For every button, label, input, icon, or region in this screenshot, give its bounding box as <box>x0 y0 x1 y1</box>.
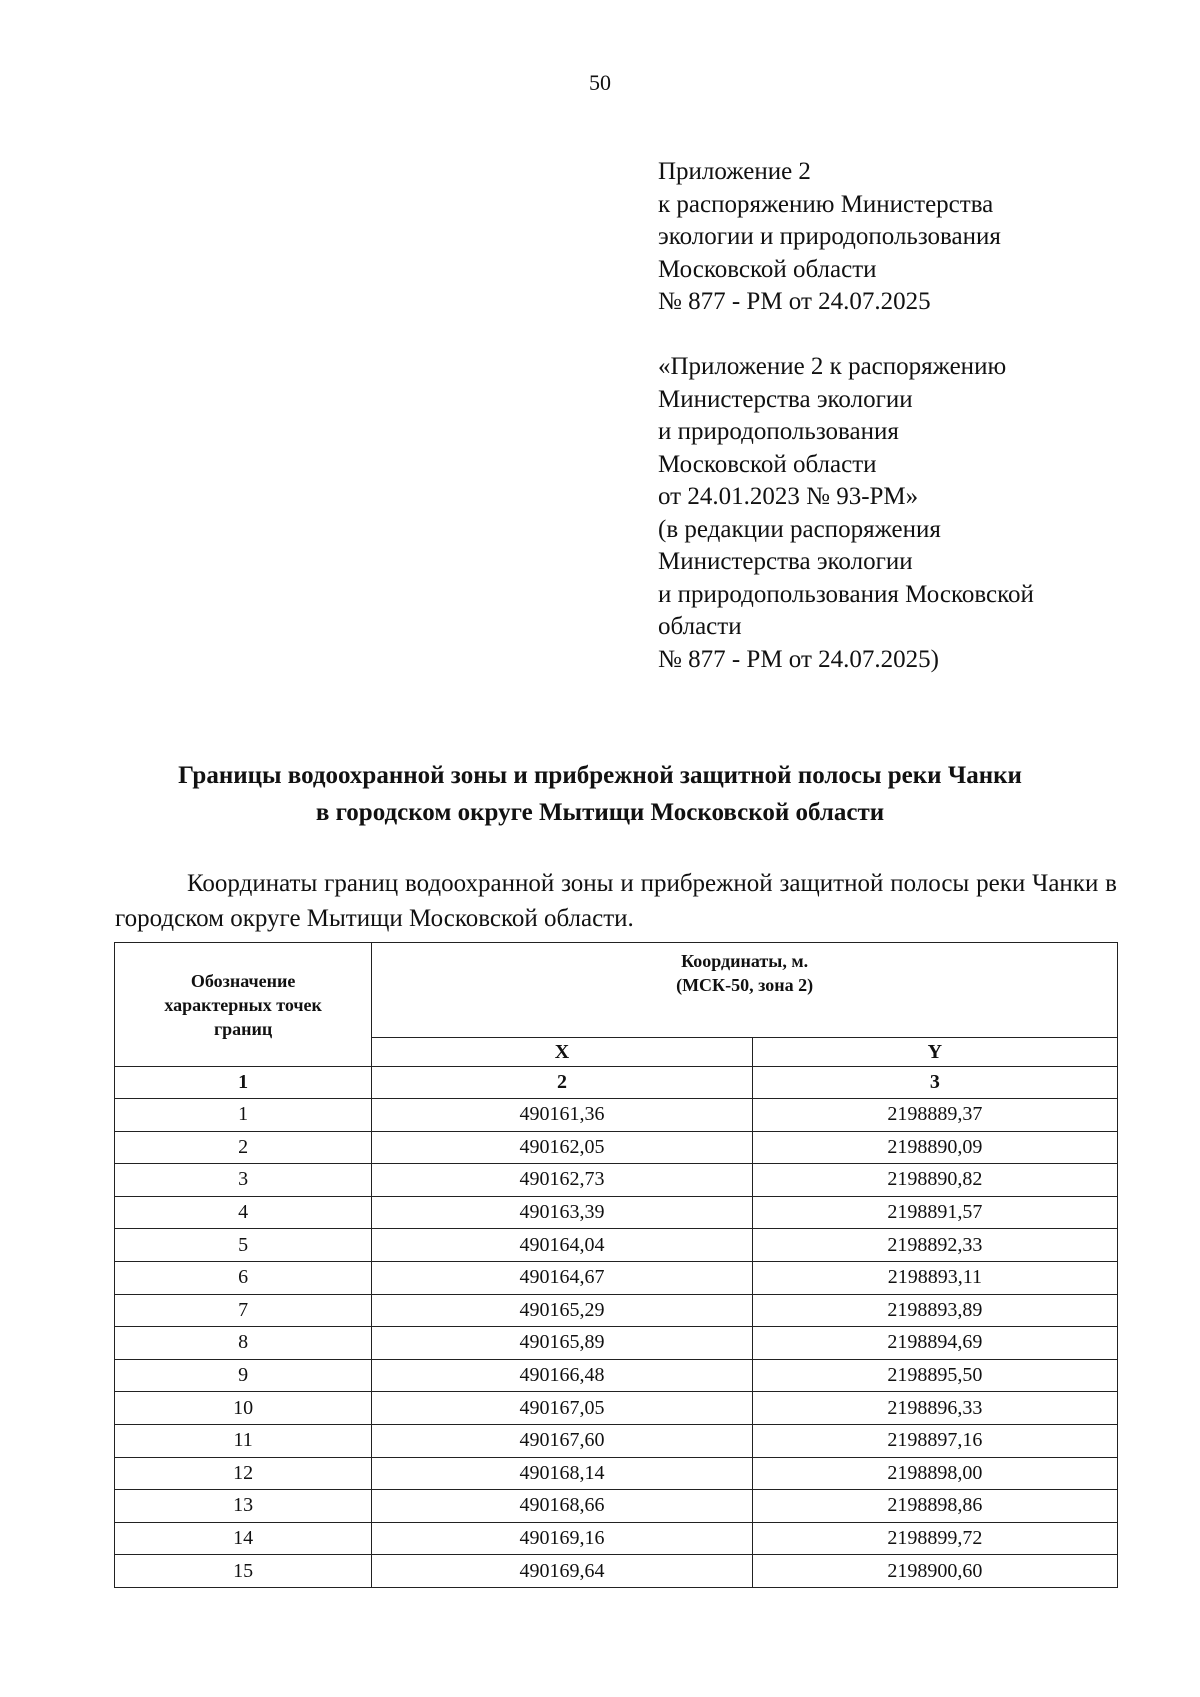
table-row <box>115 1164 1118 1197</box>
page-number: 50 <box>589 70 611 95</box>
appendix-header-line: № 877 - РМ от 24.07.2025 <box>658 288 931 315</box>
x-coordinate-cell: 490162,05 <box>372 1131 753 1164</box>
appendix-quote-line: и природопользования <box>658 418 899 445</box>
table-body <box>115 1099 1118 1588</box>
column-number: 1 <box>115 1067 372 1099</box>
table-row <box>115 1099 1118 1132</box>
point-number-cell: 5 <box>115 1229 372 1262</box>
header-designation-line: границ <box>213 1018 273 1039</box>
appendix-quote-line: и природопользования Московской <box>658 580 1034 608</box>
x-coordinate-cell: 490167,60 <box>372 1424 753 1457</box>
appendix-header-line: Приложение 2 <box>658 158 811 185</box>
header-y: Y <box>752 1038 1117 1067</box>
y-coordinate-cell: 2198890,82 <box>752 1164 1117 1197</box>
y-coordinate-cell: 2198894,69 <box>752 1327 1117 1360</box>
x-coordinate-cell: 490169,64 <box>372 1555 753 1588</box>
header-designation-line: характерных точек <box>164 994 322 1015</box>
appendix-header <box>658 156 1138 319</box>
y-coordinate-cell: 2198890,09 <box>752 1131 1117 1164</box>
y-coordinate-cell: 2198897,16 <box>752 1424 1117 1457</box>
document-title-line: Границы водоохранной зоны и прибрежной защитной полосы реки Чанки <box>178 762 1022 789</box>
x-coordinate-cell: 490162,73 <box>372 1164 753 1197</box>
point-number-cell: 2 <box>115 1131 372 1164</box>
table-row <box>115 1490 1118 1523</box>
column-number: 3 <box>752 1067 1117 1099</box>
point-number-cell: 14 <box>115 1522 372 1555</box>
x-coordinate-cell: 490161,36 <box>372 1099 753 1132</box>
x-coordinate-cell: 490164,67 <box>372 1261 753 1294</box>
appendix-quote-line: области <box>658 613 742 640</box>
y-coordinate-cell: 2198893,89 <box>752 1294 1117 1327</box>
x-coordinate-cell: 490164,04 <box>372 1229 753 1262</box>
table-row <box>115 1196 1118 1229</box>
point-number-cell: 10 <box>115 1392 372 1425</box>
point-number-cell: 9 <box>115 1359 372 1392</box>
x-coordinate-cell: 490168,66 <box>372 1490 753 1523</box>
document-title <box>0 757 1200 831</box>
point-number-cell: 6 <box>115 1261 372 1294</box>
y-coordinate-cell: 2198899,72 <box>752 1522 1117 1555</box>
appendix-quote-line: (в редакции распоряжения <box>658 515 941 543</box>
point-number-cell: 3 <box>115 1164 372 1197</box>
table-row <box>115 1457 1118 1490</box>
appendix-quote <box>658 351 1138 676</box>
y-coordinate-cell: 2198895,50 <box>752 1359 1117 1392</box>
table-row <box>115 1392 1118 1425</box>
header-coordinates-line: Координаты, м. <box>681 951 809 971</box>
y-coordinate-cell: 2198898,00 <box>752 1457 1117 1490</box>
table-row <box>115 1359 1118 1392</box>
appendix-header-line: к распоряжению Министерства <box>658 190 994 218</box>
y-coordinate-cell: 2198896,33 <box>752 1392 1117 1425</box>
point-number-cell: 11 <box>115 1424 372 1457</box>
coordinates-table <box>114 942 1118 1588</box>
table-row <box>115 1131 1118 1164</box>
x-coordinate-cell: 490165,89 <box>372 1327 753 1360</box>
table-row <box>115 1261 1118 1294</box>
point-number-cell: 4 <box>115 1196 372 1229</box>
x-coordinate-cell: 490166,48 <box>372 1359 753 1392</box>
point-number-cell: 13 <box>115 1490 372 1523</box>
point-number-cell: 15 <box>115 1555 372 1588</box>
appendix-quote-line: Министерства экологии <box>658 548 913 575</box>
point-number-cell: 7 <box>115 1294 372 1327</box>
table-row <box>115 1327 1118 1360</box>
appendix-header-line: Московской области <box>658 255 877 283</box>
y-coordinate-cell: 2198891,57 <box>752 1196 1117 1229</box>
table-row <box>115 1294 1118 1327</box>
table-row <box>115 1424 1118 1457</box>
table-row <box>115 1522 1118 1555</box>
header-x: X <box>372 1038 753 1067</box>
appendix-quote-line: № 877 - РМ от 24.07.2025) <box>658 645 939 673</box>
x-coordinate-cell: 490163,39 <box>372 1196 753 1229</box>
point-number-cell: 1 <box>115 1099 372 1132</box>
x-coordinate-cell: 490169,16 <box>372 1522 753 1555</box>
appendix-quote-line: от 24.01.2023 № 93-РМ» <box>658 483 919 510</box>
x-coordinate-cell: 490168,14 <box>372 1457 753 1490</box>
y-coordinate-cell: 2198898,86 <box>752 1490 1117 1523</box>
appendix-quote-line: Министерства экологии <box>658 385 913 413</box>
y-coordinate-cell: 2198900,60 <box>752 1555 1117 1588</box>
header-coordinates <box>372 943 1118 1038</box>
appendix-header-line: экологии и природопользования <box>658 223 1001 250</box>
table-row <box>115 1229 1118 1262</box>
y-coordinate-cell: 2198892,33 <box>752 1229 1117 1262</box>
table-row <box>115 1555 1118 1588</box>
x-coordinate-cell: 490167,05 <box>372 1392 753 1425</box>
appendix-quote-line: Московской области <box>658 450 877 478</box>
intro-paragraph: Координаты границ водоохранной зоны и прибрежной защитной полосы реки Чанки в городском округе Мытищи Московской области. <box>115 870 1117 932</box>
y-coordinate-cell: 2198889,37 <box>752 1099 1117 1132</box>
document-title-line: в городском округе Мытищи Московской области <box>315 799 885 826</box>
appendix-quote-line: «Приложение 2 к распоряжению <box>658 353 1007 380</box>
header-coordinates-line: (МСК-50, зона 2) <box>676 975 814 995</box>
x-coordinate-cell: 490165,29 <box>372 1294 753 1327</box>
point-number-cell: 12 <box>115 1457 372 1490</box>
point-number-cell: 8 <box>115 1327 372 1360</box>
y-coordinate-cell: 2198893,11 <box>752 1261 1117 1294</box>
header-designation-line: Обозначение <box>190 970 296 991</box>
header-designation <box>115 943 372 1067</box>
column-number: 2 <box>372 1067 753 1099</box>
